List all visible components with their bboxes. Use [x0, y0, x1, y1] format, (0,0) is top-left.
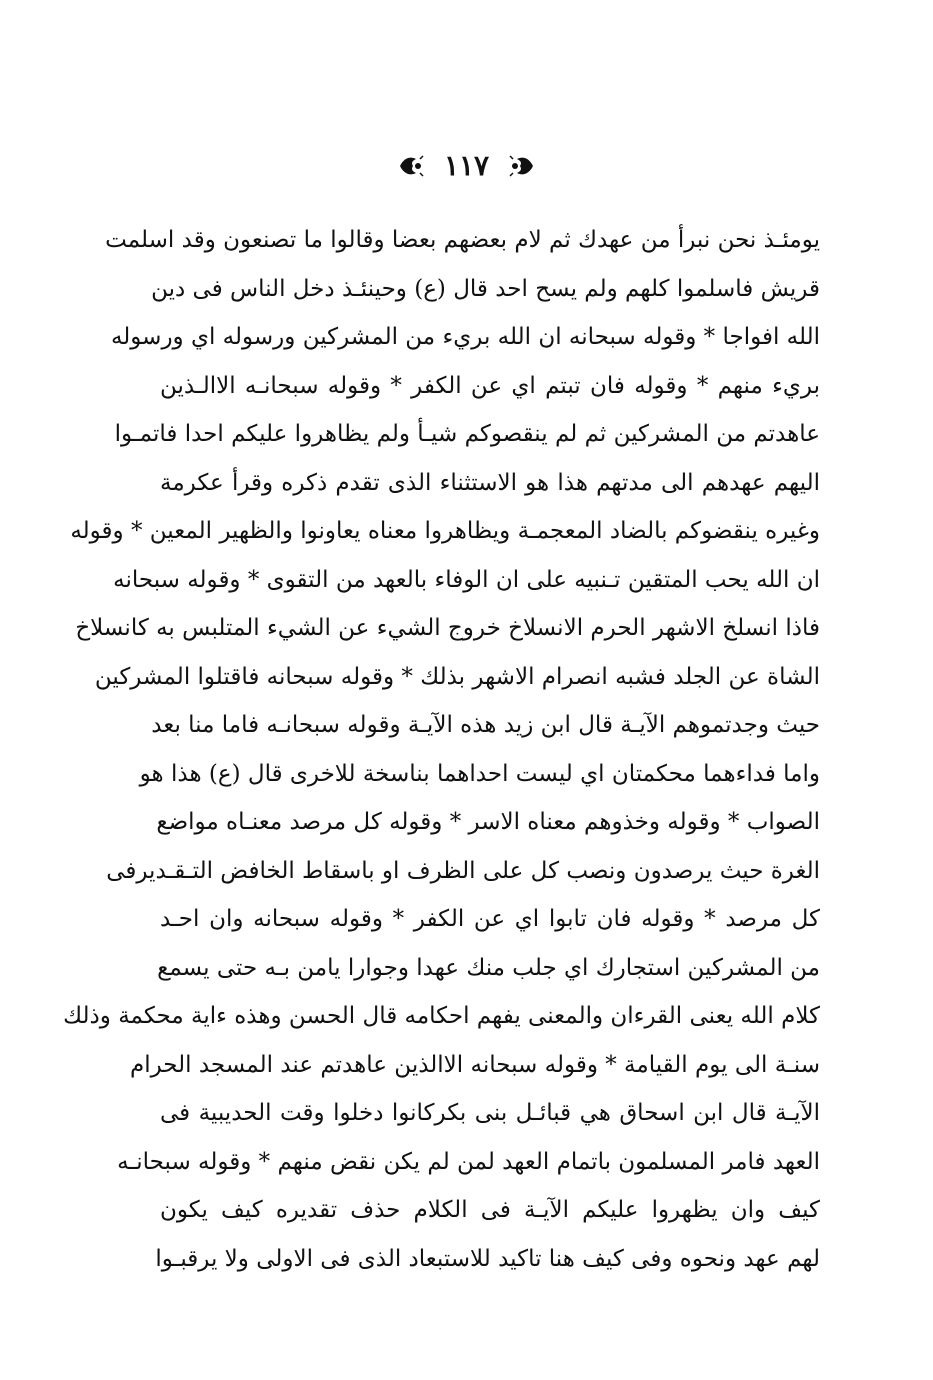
page-number: ١١٧ [443, 149, 490, 182]
text-line: الشاة عن الجلد فشبه انصرام الاشهر بذلك * وقوله سبحانه فاقتلوا المشركين [94, 663, 820, 690]
text-line: من المشركين استجارك اي جلب منك عهدا وجوارا يامن بـه حتى يسمع [157, 954, 820, 981]
ornament-icon [398, 153, 424, 179]
text-line: العهد فامر المسلمون باتمام العهد لمن لم يكن نقض منهم * وقوله سبحانـه [117, 1148, 820, 1175]
page-text-body [63, 216, 820, 1283]
text-line: وغيره ينقضوكم بالضاد المعجمـة ويظاهروا معناه يعاونوا والظهير المعين * وقوله [70, 518, 820, 544]
text-line: حيث وجدتموهم الآيـة قال ابن زيد هذه الآيـة وقوله سبحانـه فاما منا بعد [151, 712, 820, 738]
page-header [0, 146, 933, 186]
text-line: قريش فاسلموا كلهم ولم يسح احد قال (ع) وحينئـذ دخل الناس فى دين [151, 275, 820, 302]
text-line: الآيـة قال ابن اسحاق هي قبائـل بنى بكركانوا دخلوا وقت الحديبية فى [160, 1100, 820, 1126]
text-line: يومئـذ نحن نبرأ من عهدك ثم لام بعضهم بعضا وقالوا ما تصنعون وقد اسلمت [105, 227, 820, 253]
text-line: كيف وان يظهروا عليكم الآيـة فى الكلام حذف تقديره كيف يكون [160, 1197, 820, 1223]
text-line: كلام الله يعنى القرءان والمعنى يفهم احكامه قال الحسن وهذه ءاية محكمة وذلك [63, 1003, 820, 1029]
text-line: كل مرصد * وقوله فان تابوا اي عن الكفر * وقوله سبحانه وان احـد [160, 906, 820, 932]
text-line: بريء منهم * وقوله فان تبتم اي عن الكفر * وقوله سبحانـه الاالـذين [160, 372, 820, 399]
ornament-icon [509, 153, 535, 179]
text-line: اليهم عهدهم الى مدتهم هذا هو الاستثناء الذى تقدم ذكره وقرأ عكرمة [160, 469, 820, 496]
text-line: لهم عهد ونحوه وفى كيف هنا تاكيد للاستبعاد الذى فى الاولى ولا يرقبـوا [155, 1245, 820, 1272]
text-line: الغرة حيث يرصدون ونصب كل على الظرف او باسقاط الخافض التـقـديرفى [106, 857, 820, 884]
text-line: سنـة الى يوم القيامة * وقوله سبحانه الاالذين عاهدتم عند المسجد الحرام [129, 1051, 820, 1078]
text-line: واما فداءهما محكمتان اي ليست احداهما بناسخة للاخرى قال (ع) هذا هو [139, 760, 820, 787]
text-line: ان الله يحب المتقين تـنبيه على ان الوفاء بالعهد من التقوى * وقوله سبحانه [113, 566, 820, 593]
text-line: الله افواجا * وقوله سبحانه ان الله بريء من المشركين ورسوله اي ورسوله [110, 324, 820, 350]
text-line: عاهدتم من المشركين ثم لم ينقصوكم شيـأ ولم يظاهروا عليكم احدا فاتمـوا [114, 421, 820, 447]
text-line: الصواب * وقوله وخذوهم معناه الاسر * وقوله كل مرصد معنـاه مواضع [156, 809, 820, 835]
text-line: فاذا انسلخ الاشهر الحرم الانسلاخ خروج الشيء عن الشيء المتلبس به كانسلاخ [75, 615, 820, 641]
